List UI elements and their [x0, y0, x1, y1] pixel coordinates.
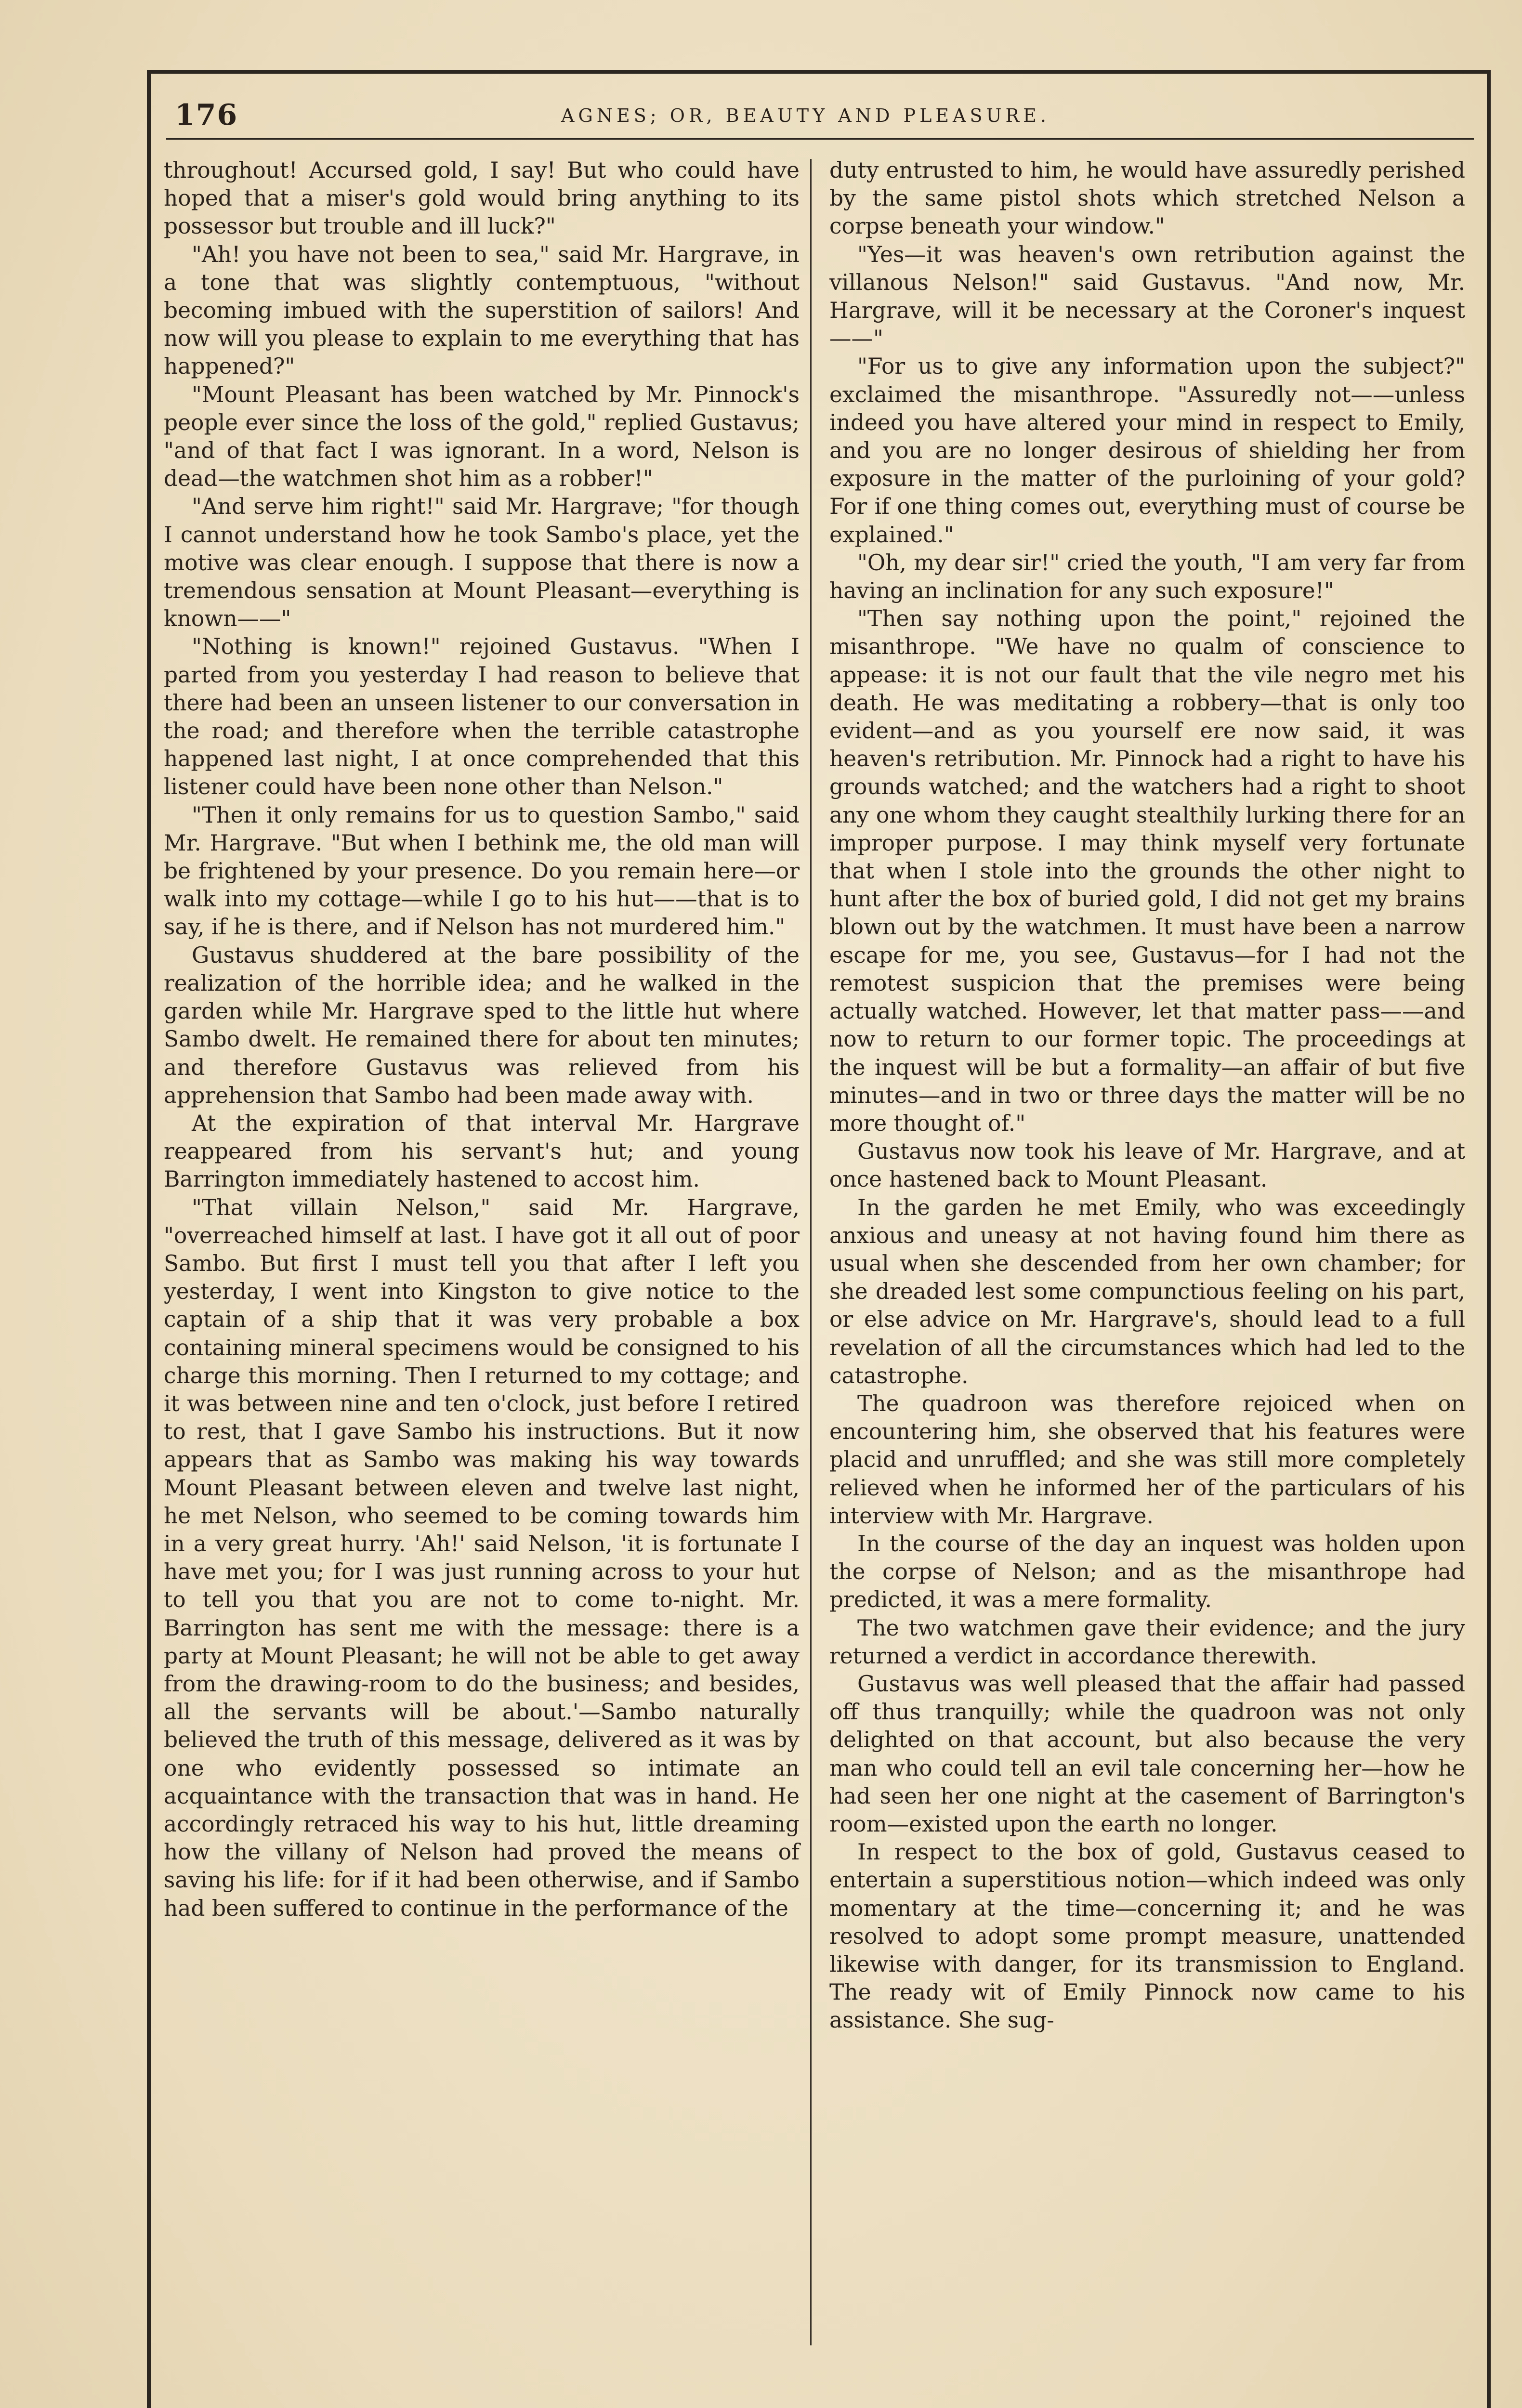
- paragraph: In respect to the box of gold, Gustavus ceased to entertain a superstitious notion—which indeed was only momentary at the time—concerning it; and he was resolved to adopt some prompt measure, unattended likewise with danger, for its transmission to England. The ready wit of Emily Pinnock now came to his assistance. She sug-: [829, 1839, 1465, 2033]
- paragraph: The quadroon was therefore rejoiced when on encountering him, she observed that his features were placid and unruffled; and she was still more completely relieved when he informed her of the particulars of his interview with Mr. Hargrave.: [829, 1390, 1465, 1529]
- paragraph: In the course of the day an inquest was holden upon the corpse of Nelson; and as the misanthrope had predicted, it was a mere formality.: [829, 1531, 1465, 1613]
- paragraph: Gustavus now took his leave of Mr. Hargrave, and at once hastened back to Mount Pleasant.: [829, 1139, 1465, 1192]
- paragraph: "That villain Nelson," said Mr. Hargrave, "overreached himself at last. I have got it all out of poor Sambo. But first I must tell you that after I left you yesterday, I went into Kingston to give notice to the captain of a ship that it was very probable a box containing mineral specimens would be consigned to his charge this morning. Then I returned to my cottage; and it was between nine and ten o'clock, just before I retired to rest, that I gave Sambo his instructions. But it now appears that as Sambo was making his way towards Mount Pleasant between eleven and twelve last night, he met Nelson, who seemed to be coming towards him in a very great hurry. 'Ah!' said Nelson, 'it is fortunate I have met you; for I was just running across to your hut to tell you that you are not to come to-night. Mr. Barrington has sent me with the message: there is a party at Mount Pleasant; he will not be able to get away from the drawing-room to do the business; and besides, all the servants will be about.'—Sambo naturally believed the truth of this message, delivered as it was by one who evidently possessed so intimate an acquaintance with the transaction that was in hand. He accordingly retraced his way to his hut, little dreaming how the villany of Nelson had proved the means of saving his life: for if it had been otherwise, and if Sambo had been suffered to continue in the performance of the: [164, 1194, 800, 1921]
- paragraph: "Then it only remains for us to question Sambo," said Mr. Hargrave. "But when I bethink me, the old man will be frightened by your presence. Do you remain here—or walk into my cottage—while I go to his hut——that is to say, if he is there, and if Nelson has not murdered him.": [164, 802, 800, 940]
- right-column: [829, 157, 1465, 2035]
- page-number: 176: [175, 98, 238, 132]
- paragraph: Gustavus was well pleased that the affair had passed off thus tranquilly; while the quadroon was not only delighted on that account, but also because the very man who could tell an evil tale concerning her—how he had seen her one night at the casement of Barrington's room—existed upon the earth no longer.: [829, 1671, 1465, 1837]
- paragraph: In the garden he met Emily, who was exceedingly anxious and uneasy at not having found him there as usual when she descended from her own chamber; for she dreaded lest some compunctious feeling on his part, or else advice on Mr. Hargrave's, should lead to a full revelation of all the circumstances which had led to the catastrophe.: [829, 1194, 1465, 1388]
- paragraph: "Yes—it was heaven's own retribution against the villanous Nelson!" said Gustavus. "And now, Mr. Hargrave, will it be necessary at the Coroner's inquest——": [829, 241, 1465, 352]
- paragraph: "Then say nothing upon the point," rejoined the misanthrope. "We have no qualm of conscience to appease: it is not our fault that the vile negro met his death. He was meditating a robbery—that is only too evident—and as you yourself ere now said, it was heaven's retribution. Mr. Pinnock had a right to have his grounds watched; and the watchers had a right to shoot any one whom they caught stealthily lurking there for an improper purpose. I may think myself very fortunate that when I stole into the grounds the other night to hunt after the box of buried gold, I did not get my brains blown out by the watchmen. It must have been a narrow escape for me, you see, Gustavus—for I had not the remotest suspicion that the premises were being actually watched. However, let that matter pass——and now to return to our former topic. The proceedings at the inquest will be but a formality—an affair of but five minutes—and in two or three days the matter will be no more thought of.": [829, 606, 1465, 1136]
- paragraph: "And serve him right!" said Mr. Hargrave; "for though I cannot understand how he took Sambo's place, yet the motive was clear enough. I suppose that there is now a tremendous sensation at Mount Pleasant—everything is known——": [164, 494, 800, 632]
- running-title: AGNES; OR, BEAUTY AND PLEASURE.: [561, 105, 1050, 126]
- column-divider: [810, 159, 812, 2345]
- paragraph: duty entrusted to him, he would have assuredly perished by the same pistol shots which stretched Nelson a corpse beneath your window.": [829, 157, 1465, 239]
- paragraph: "Nothing is known!" rejoined Gustavus. "When I parted from you yesterday I had reason to believe that there had been an unseen listener to our conversation in the road; and therefore when the terrible catastrophe happened last night, I at once comprehended that this listener could have been none other than Nelson.": [164, 634, 800, 800]
- left-column: [164, 157, 800, 1923]
- paragraph: At the expiration of that interval Mr. Hargrave reappeared from his servant's hut; and young Barrington immediately hastened to accost him.: [164, 1110, 800, 1192]
- paragraph: "For us to give any information upon the subject?" exclaimed the misanthrope. "Assuredly not——unless indeed you have altered your mind in respect to Emily, and you are no longer desirous of shielding her from exposure in the matter of the purloining of your gold? For if one thing comes out, everything must of course be explained.": [829, 353, 1465, 548]
- paragraph: "Oh, my dear sir!" cried the youth, "I am very far from having an inclination for any such exposure!": [829, 550, 1465, 604]
- paragraph: throughout! Accursed gold, I say! But who could have hoped that a miser's gold would bring anything to its possessor but trouble and ill luck?": [164, 157, 800, 239]
- paragraph: "Mount Pleasant has been watched by Mr. Pinnock's people ever since the loss of the gold," replied Gustavus; "and of that fact I was ignorant. In a word, Nelson is dead—the watchmen shot him as a robber!": [164, 381, 800, 492]
- page-header: [166, 94, 1474, 140]
- paragraph: Gustavus shuddered at the bare possibility of the realization of the horrible idea; and he walked in the garden while Mr. Hargrave sped to the little hut where Sambo dwelt. He remained there for about ten minutes; and therefore Gustavus was relieved from his apprehension that Sambo had been made away with.: [164, 942, 800, 1108]
- paragraph: "Ah! you have not been to sea," said Mr. Hargrave, in a tone that was slightly contemptuous, "without becoming imbued with the superstition of sailors! And now will you please to explain to me everything that has happened?": [164, 241, 800, 380]
- paragraph: The two watchmen gave their evidence; and the jury returned a verdict in accordance therewith.: [829, 1615, 1465, 1669]
